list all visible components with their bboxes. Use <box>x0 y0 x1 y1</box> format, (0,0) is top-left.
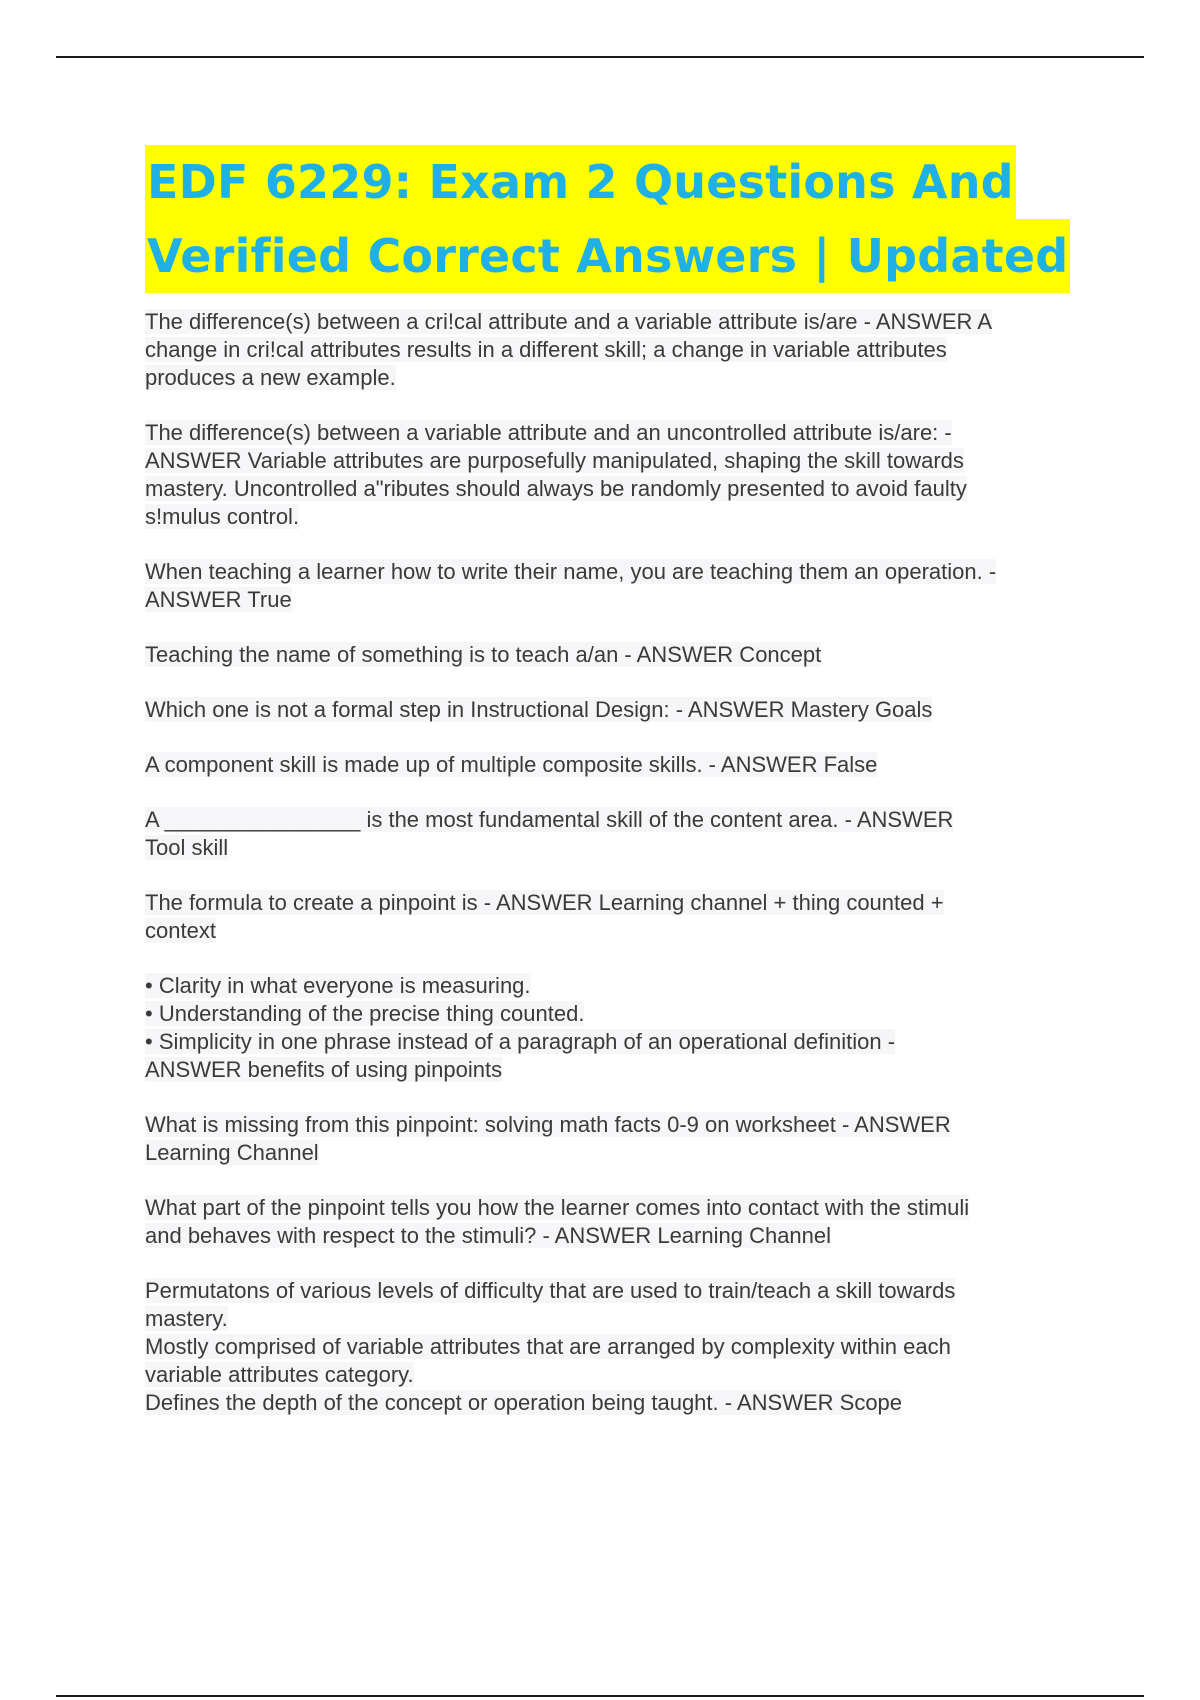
qa-line-text: When teaching a learner how to write their name, you are teaching them an operation. - <box>145 559 997 584</box>
qa-item <box>145 889 1095 945</box>
qa-line <box>145 751 1095 779</box>
qa-item <box>145 419 1095 531</box>
qa-line <box>145 1277 1095 1305</box>
qa-item <box>145 308 1095 392</box>
qa-line-text: Defines the depth of the concept or operation being taught. - ANSWER Scope <box>145 1390 903 1415</box>
qa-line-text: Mostly comprised of variable attributes that are arranged by complexity within each <box>145 1334 951 1359</box>
qa-item <box>145 558 1095 614</box>
qa-line-text: • Simplicity in one phrase instead of a paragraph of an operational definition - <box>145 1029 896 1054</box>
qa-item <box>145 696 1095 724</box>
qa-line-text: and behaves with respect to the stimuli? - ANSWER Learning Channel <box>145 1223 832 1248</box>
qa-item <box>145 751 1095 779</box>
qa-line <box>145 1222 1095 1250</box>
qa-line <box>145 806 1095 834</box>
qa-line <box>145 1333 1095 1361</box>
qa-line-text: • Understanding of the precise thing counted. <box>145 1001 585 1026</box>
qa-line-text: A ________________ is the most fundamental skill of the content area. - ANSWER <box>145 807 954 832</box>
qa-item <box>145 1194 1095 1250</box>
qa-line-text: What is missing from this pinpoint: solving math facts 0-9 on worksheet - ANSWER <box>145 1112 951 1137</box>
qa-line <box>145 475 1095 503</box>
qa-line <box>145 1028 1095 1056</box>
qa-line <box>145 696 1095 724</box>
qa-line <box>145 889 1095 917</box>
qa-line <box>145 1361 1095 1389</box>
qa-line <box>145 917 1095 945</box>
qa-line-text: s!mulus control. <box>145 504 300 529</box>
footer-rule <box>56 1695 1144 1697</box>
qa-line-text: variable attributes category. <box>145 1362 414 1387</box>
qa-line-text: The formula to create a pinpoint is - ANSWER Learning channel + thing counted + <box>145 890 944 915</box>
qa-line <box>145 586 1095 614</box>
qa-line-text: Permutatons of various levels of difficulty that are used to train/teach a skill towards <box>145 1278 956 1303</box>
qa-item <box>145 1277 1095 1417</box>
qa-item <box>145 806 1095 862</box>
qa-line-text: What part of the pinpoint tells you how the learner comes into contact with the stimuli <box>145 1195 970 1220</box>
qa-line-text: Tool skill <box>145 835 229 860</box>
question-answer-list <box>145 308 1095 1444</box>
qa-line <box>145 972 1095 1000</box>
qa-line-text: mastery. <box>145 1306 228 1331</box>
title-line-1: EDF 6229: Exam 2 Questions And <box>145 145 1016 219</box>
qa-line-text: mastery. Uncontrolled a"ributes should always be randomly presented to avoid faulty <box>145 476 967 501</box>
qa-line <box>145 641 1095 669</box>
qa-line <box>145 503 1095 531</box>
qa-line <box>145 447 1095 475</box>
qa-item <box>145 641 1095 669</box>
qa-line <box>145 1139 1095 1167</box>
qa-line <box>145 419 1095 447</box>
qa-line-text: ANSWER True <box>145 587 292 612</box>
qa-line <box>145 558 1095 586</box>
qa-line-text: Teaching the name of something is to teach a/an - ANSWER Concept <box>145 642 822 667</box>
qa-line <box>145 1056 1095 1084</box>
qa-line <box>145 308 1095 336</box>
qa-line-text: • Clarity in what everyone is measuring. <box>145 973 531 998</box>
qa-line-text: A component skill is made up of multiple composite skills. - ANSWER False <box>145 752 878 777</box>
qa-line-text: context <box>145 918 216 943</box>
qa-line <box>145 1389 1095 1417</box>
qa-line <box>145 834 1095 862</box>
title-line-2: Verified Correct Answers | Updated <box>145 219 1070 293</box>
header-rule <box>56 56 1144 58</box>
qa-line-text: The difference(s) between a cri!cal attribute and a variable attribute is/are - ANSWER A <box>145 309 992 334</box>
qa-line <box>145 364 1095 392</box>
qa-item <box>145 972 1095 1084</box>
qa-item <box>145 1111 1095 1167</box>
document-title <box>145 145 1145 293</box>
qa-line <box>145 1194 1095 1222</box>
qa-line <box>145 1111 1095 1139</box>
qa-line-text: ANSWER Variable attributes are purposefully manipulated, shaping the skill towards <box>145 448 964 473</box>
qa-line-text: Which one is not a formal step in Instructional Design: - ANSWER Mastery Goals <box>145 697 933 722</box>
qa-line-text: Learning Channel <box>145 1140 319 1165</box>
qa-line-text: ANSWER benefits of using pinpoints <box>145 1057 503 1082</box>
qa-line-text: change in cri!cal attributes results in a different skill; a change in variable attributes <box>145 337 947 362</box>
qa-line-text: produces a new example. <box>145 365 396 390</box>
qa-line <box>145 1305 1095 1333</box>
qa-line <box>145 336 1095 364</box>
qa-line <box>145 1000 1095 1028</box>
qa-line-text: The difference(s) between a variable attribute and an uncontrolled attribute is/are: - <box>145 420 952 445</box>
